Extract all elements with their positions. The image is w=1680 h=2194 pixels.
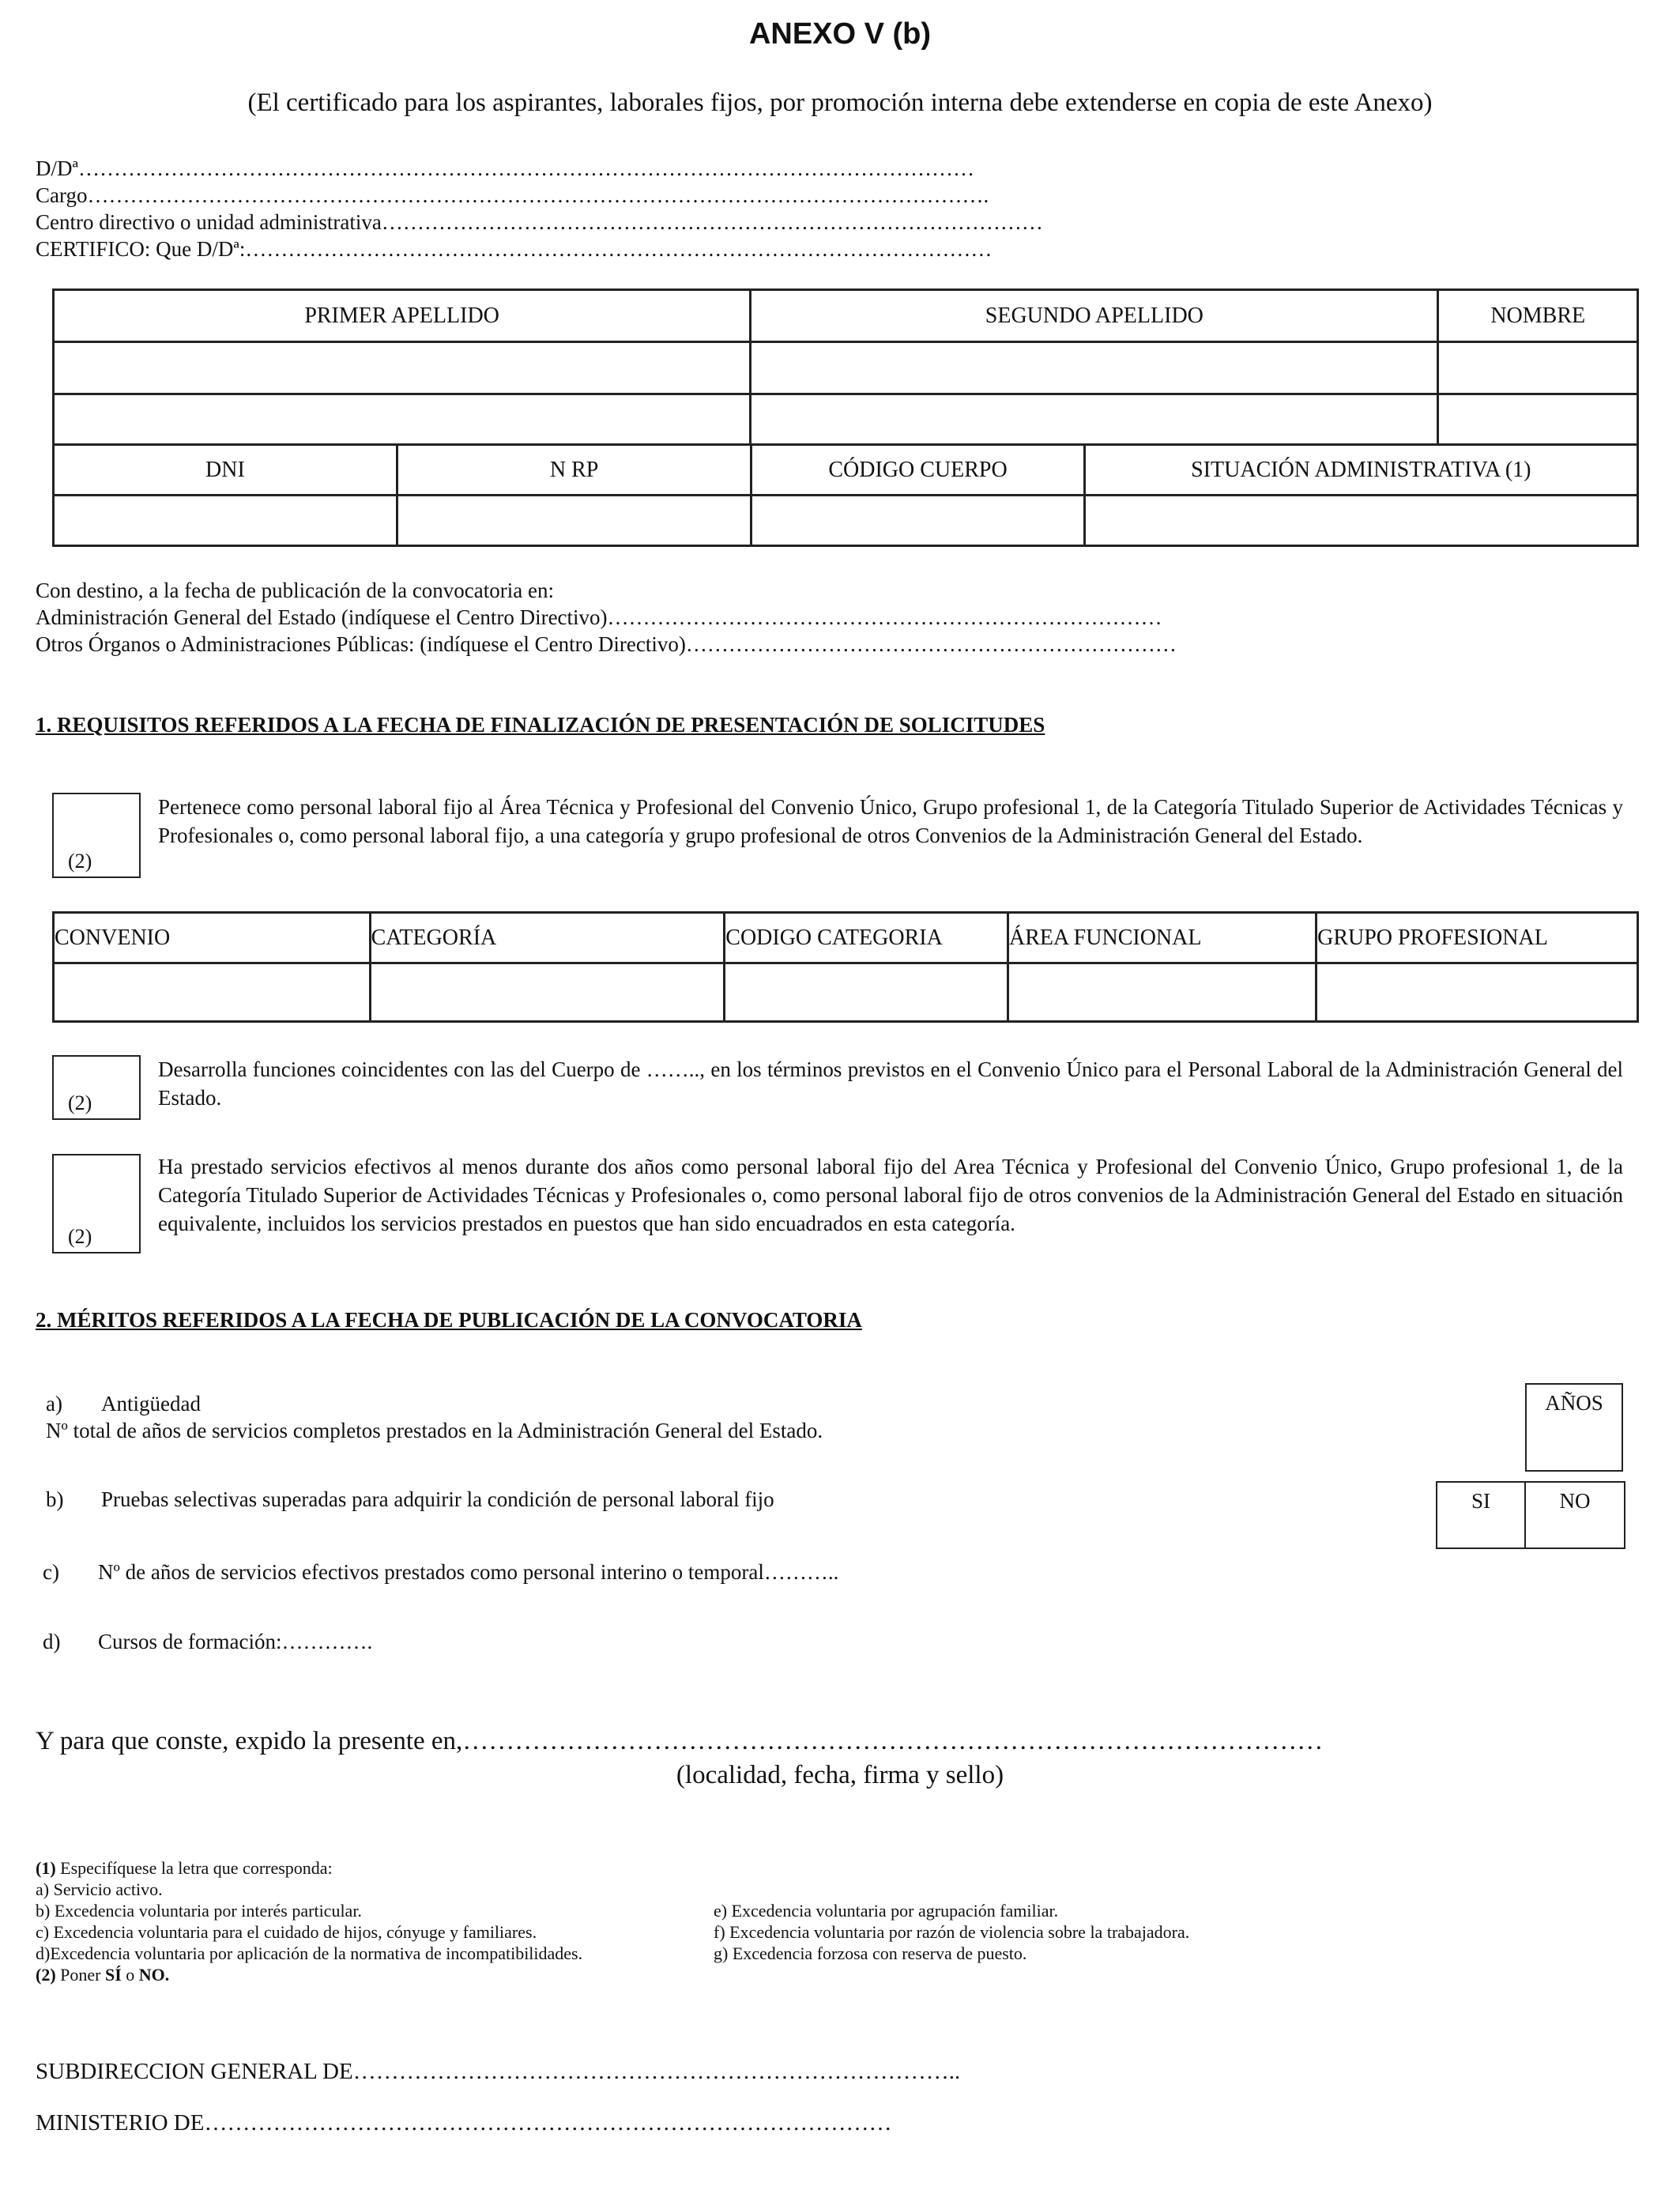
- requirement-2-checkbox[interactable]: [52, 1055, 141, 1120]
- input-categoria[interactable]: [370, 963, 725, 1022]
- input-grupo-profesional[interactable]: [1317, 963, 1638, 1022]
- convenio-table: [52, 911, 1639, 1023]
- merit-c-letter: c): [43, 1560, 59, 1584]
- no-label: NO: [1559, 1489, 1591, 1513]
- merit-d-text: Cursos de formación:………….: [98, 1630, 373, 1653]
- input-codigo-cuerpo[interactable]: [751, 496, 1084, 546]
- header-nombre: NOMBRE: [1438, 290, 1638, 342]
- note-1-mark: (1): [36, 1858, 56, 1878]
- requirement-1-checkbox[interactable]: [52, 793, 141, 878]
- input-area-funcional[interactable]: [1008, 963, 1317, 1022]
- note-item-b: b) Excedencia voluntaria por interés particular.: [36, 1901, 362, 1921]
- destino-intro: Con destino, a la fecha de publicación de la convocatoria en:: [36, 579, 554, 602]
- closing-signature-hint: (localidad, fecha, firma y sello): [676, 1761, 1004, 1789]
- note-2-marker: (2): [68, 850, 92, 873]
- input-segundo-apellido-1[interactable]: [751, 342, 1438, 394]
- requirement-3-checkbox[interactable]: [52, 1154, 141, 1253]
- header-categoria: CATEGORÍA: [370, 913, 725, 963]
- input-nrp[interactable]: [397, 496, 751, 546]
- note-item-d: d)Excedencia voluntaria por aplicación de la normativa de incompatibilidades.: [36, 1943, 583, 1963]
- merit-d-letter: d): [43, 1630, 61, 1653]
- input-situacion-administrativa[interactable]: [1084, 496, 1637, 546]
- note-list-right: [714, 1900, 1189, 1964]
- requirement-2-text: Desarrolla funciones coincidentes con las del Cuerpo de …….., en los términos previstos en el Convenio Único para el Personal Laboral de la Administración General del Estado.: [158, 1057, 1623, 1110]
- note-item-a: a) Servicio activo.: [36, 1879, 163, 1899]
- subdireccion-line: SUBDIRECCION GENERAL DE……………………………………………………………………..: [36, 2059, 961, 2084]
- note-2-mark: (2): [36, 1965, 56, 1985]
- input-nombre-1[interactable]: [1438, 342, 1638, 394]
- note-1-text: Especifíquese la letra que corresponda:: [55, 1858, 333, 1878]
- note-item-g: g) Excedencia forzosa con reserva de puesto.: [714, 1943, 1027, 1963]
- header-codigo-cuerpo: CÓDIGO CUERPO: [751, 445, 1084, 496]
- input-primer-apellido-2[interactable]: [54, 394, 751, 445]
- note-2-marker: (2): [68, 1091, 92, 1114]
- section-2-heading: 2. MÉRITOS REFERIDOS A LA FECHA DE PUBLICACIÓN DE LA CONVOCATORIA: [36, 1308, 862, 1332]
- destino-otros: Otros Órganos o Administraciones Públicas: (indíquese el Centro Directivo)……………………………………………………………: [36, 632, 1177, 656]
- requirement-1-text: Pertenece como personal laboral fijo al Área Técnica y Profesional del Convenio Único, Grupo profesional 1, de la Categoría Titulado Superior de Actividades Técnicas y Profesionales o, como personal laboral fijo, a una categoría y grupo profesional de otros Convenios de la Administración General del Estado.: [158, 795, 1623, 847]
- page-subtitle: (El certificado para los aspirantes, laborales fijos, por promoción interna debe extenderse en copia de este Anexo): [247, 89, 1433, 117]
- section-1-heading: 1. REQUISITOS REFERIDOS A LA FECHA DE FINALIZACIÓN DE PRESENTACIÓN DE SOLICITUDES: [36, 713, 1045, 737]
- si-option-box[interactable]: [1436, 1481, 1526, 1549]
- page-title: ANEXO V (b): [748, 17, 932, 51]
- header-segundo-apellido: SEGUNDO APELLIDO: [751, 290, 1438, 342]
- input-convenio[interactable]: [54, 963, 371, 1022]
- merit-c-text: Nº de años de servicios efectivos prestados como personal interino o temporal………..: [98, 1560, 839, 1584]
- merit-a-letter: a): [46, 1392, 62, 1416]
- merit-b-letter: b): [46, 1487, 64, 1511]
- note-item-f: f) Excedencia voluntaria por razón de violencia sobre la trabajadora.: [714, 1922, 1190, 1942]
- note-2-marker: (2): [68, 1225, 92, 1248]
- field-dd: D/Dª………………………………………………………………………………………………………………: [36, 156, 974, 180]
- field-certifico: CERTIFICO: Que D/Dª:……………………………………………………………………………………………: [36, 237, 993, 261]
- si-label: SI: [1471, 1489, 1490, 1513]
- input-nombre-2[interactable]: [1438, 394, 1638, 445]
- header-dni: DNI: [54, 445, 397, 496]
- no-option-box[interactable]: [1524, 1481, 1625, 1549]
- merit-a-title: Antigüedad: [101, 1392, 201, 1416]
- note-1-heading: [36, 1857, 333, 1879]
- header-codigo-categoria: CODIGO CATEGORIA: [725, 913, 1008, 963]
- header-nrp: N RP: [397, 445, 751, 496]
- input-segundo-apellido-2[interactable]: [751, 394, 1438, 445]
- anos-label: AÑOS: [1545, 1391, 1603, 1415]
- merit-a-text: Nº total de años de servicios completos prestados en la Administración General del Estado.: [46, 1419, 823, 1442]
- input-dni[interactable]: [54, 496, 397, 546]
- note-2-si: SÍ: [104, 1965, 122, 1985]
- note-list-left: [36, 1879, 582, 1964]
- input-codigo-categoria[interactable]: [725, 963, 1008, 1022]
- header-situacion-administrativa: SITUACIÓN ADMINISTRATIVA (1): [1084, 445, 1637, 496]
- field-cargo: Cargo……………………………………………………………………………………………………………….: [36, 183, 989, 207]
- requirement-3-text: Ha prestado servicios efectivos al menos durante dos años como personal laboral fijo del Area Técnica y Profesional del Convenio Único, Grupo profesional 1, de la Categoría Titulado Superior de Actividades Técnicas y Profesionales o, como personal laboral fijo de otros convenios de la Administración General del Estado en situación equivalente, incluidos los servicios prestados en puestos que han sido encuadrados en esta categoría.: [158, 1155, 1623, 1235]
- closing-line: Y para que conste, expido la presente en,………………………………………………………………………………………: [36, 1727, 1324, 1755]
- header-area-funcional: ÁREA FUNCIONAL: [1008, 913, 1317, 963]
- personal-data-table: [52, 288, 1639, 446]
- input-primer-apellido-1[interactable]: [54, 342, 751, 394]
- ministerio-line: MINISTERIO DE………………………………………………………………………………: [36, 2110, 892, 2136]
- header-primer-apellido: PRIMER APELLIDO: [54, 290, 751, 342]
- merit-b-text: Pruebas selectivas superadas para adquirir la condición de personal laboral fijo: [101, 1487, 774, 1511]
- id-data-table: [52, 443, 1639, 547]
- anos-input-box[interactable]: [1525, 1383, 1623, 1472]
- note-2-no: NO.: [138, 1965, 170, 1985]
- note-2-text: Poner: [55, 1965, 105, 1985]
- note-2-or: o: [121, 1965, 139, 1985]
- destino-age: Administración General del Estado (indíquese el Centro Directivo)……………………………………………………………………: [36, 605, 1162, 629]
- header-grupo-profesional: GRUPO PROFESIONAL: [1317, 913, 1638, 963]
- note-item-e: e) Excedencia voluntaria por agrupación familiar.: [714, 1901, 1059, 1921]
- note-2: [36, 1964, 169, 1985]
- note-item-c: c) Excedencia voluntaria para el cuidado de hijos, cónyuge y familiares.: [36, 1922, 537, 1942]
- field-centro-directivo: Centro directivo o unidad administrativa…………………………………………………………………………………: [36, 210, 1043, 234]
- header-convenio: CONVENIO: [54, 913, 371, 963]
